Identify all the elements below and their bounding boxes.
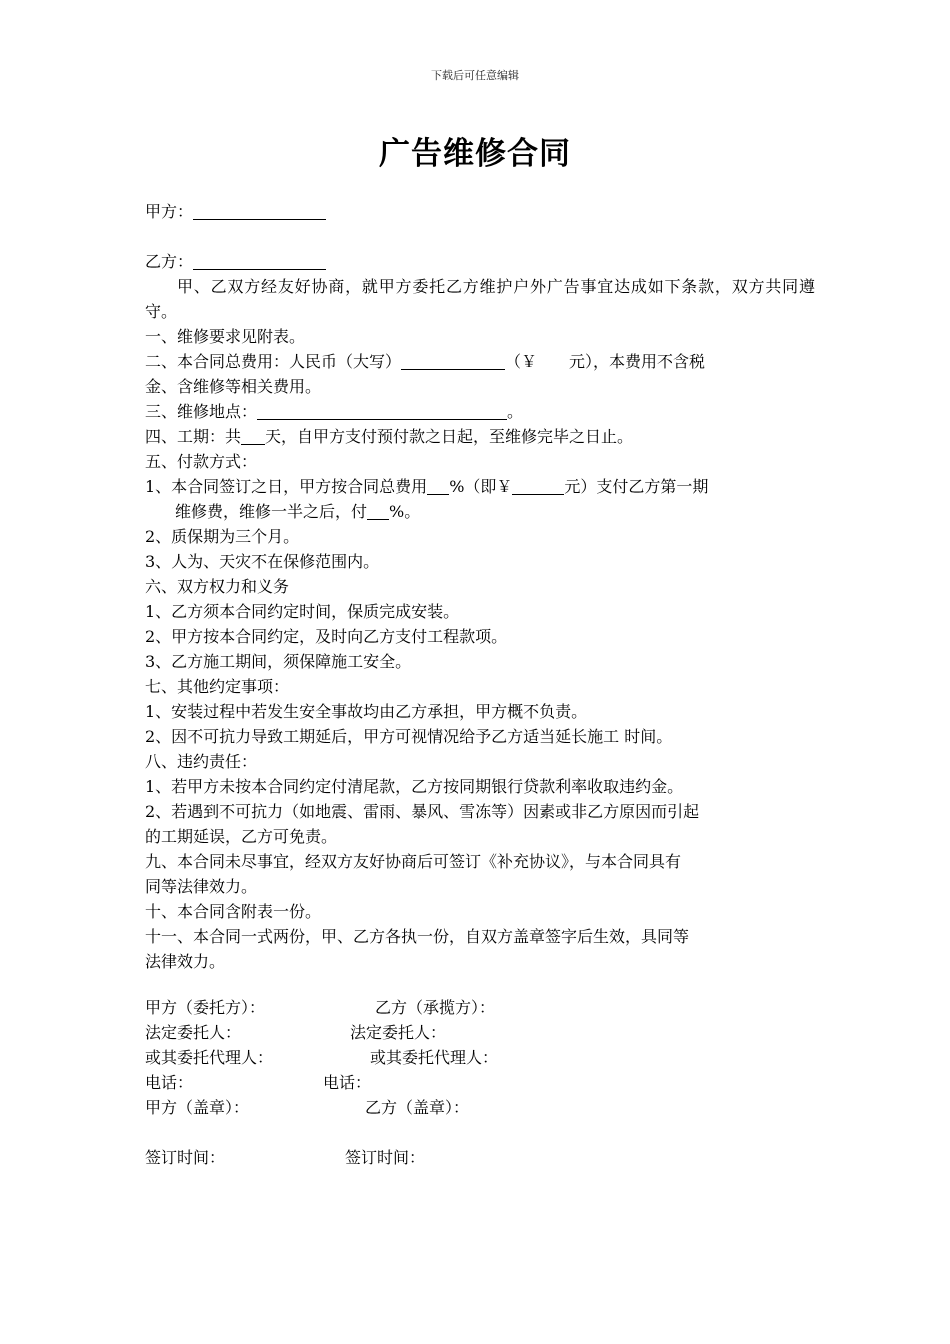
clause-5-3: 3、人为、天灾不在保修范围内。 bbox=[145, 552, 380, 571]
clause-7-2: 2、因不可抗力导致工期延后，甲方可视情况给予乙方适当延长施工 时间。 bbox=[145, 727, 673, 746]
sign-a-date: 签订时间： bbox=[145, 1148, 226, 1167]
clause-7: 七、其他约定事项： bbox=[145, 677, 290, 696]
clause-6: 六、双方权力和义务 bbox=[145, 577, 290, 596]
clause-11: 十一、本合同一式两份，甲、乙方各执一份，自双方盖章签字后生效，具同等 bbox=[145, 927, 690, 946]
sign-a-client: 甲方（委托方）： bbox=[145, 998, 266, 1017]
sign-b-seal: 乙方（盖章）： bbox=[365, 1098, 470, 1117]
clause-9: 九、本合同未尽事宜，经双方友好协商后可签订《补充协议》，与本合同具有 bbox=[145, 852, 682, 871]
intro-paragraph: 甲、乙双方经友好协商，就甲方委托乙方维护户外广告事宜达成如下条款，双方共同遵守。 bbox=[145, 277, 815, 321]
clause-10: 十、本合同含附表一份。 bbox=[145, 902, 322, 921]
clause-8-2-cont: 的工期延误，乙方可免责。 bbox=[145, 827, 338, 846]
party-a-label: 甲方： bbox=[145, 202, 194, 221]
sign-a-legal: 法定委托人： bbox=[145, 1023, 242, 1042]
clause-6-1: 1、乙方须本合同约定时间，保质完成安装。 bbox=[145, 602, 460, 621]
amount-blank bbox=[401, 351, 505, 370]
clause-5-1-cont: 维修费，维修一半之后，付 %。 bbox=[175, 502, 421, 521]
sign-a-agent: 或其委托代理人： bbox=[145, 1048, 274, 1067]
clause-5: 五、付款方式： bbox=[145, 452, 258, 471]
clause-5-1: 1、本合同签订之日，甲方按合同总费用 %（即￥ 元）支付乙方第一期 bbox=[145, 477, 709, 496]
signature-block bbox=[145, 995, 815, 1175]
clause-6-3: 3、乙方施工期间，须保障施工安全。 bbox=[145, 652, 412, 671]
clause-7-1: 1、安装过程中若发生安全事故均由乙方承担，甲方概不负责。 bbox=[145, 702, 588, 721]
clause-6-2: 2、甲方按本合同约定，及时向乙方支付工程款项。 bbox=[145, 627, 508, 646]
party-b-blank bbox=[193, 251, 326, 270]
party-a-line bbox=[145, 199, 815, 224]
clause-5-2: 2、质保期为三个月。 bbox=[145, 527, 300, 546]
sign-b-agent: 或其委托代理人： bbox=[370, 1048, 499, 1067]
sign-a-seal: 甲方（盖章）： bbox=[145, 1098, 250, 1117]
percent-blank-2 bbox=[367, 501, 389, 520]
sign-b-phone: 电话： bbox=[323, 1073, 372, 1092]
party-b-line bbox=[145, 249, 815, 274]
sign-b-date: 签订时间： bbox=[345, 1148, 426, 1167]
clause-1: 一、维修要求见附表。 bbox=[145, 327, 306, 346]
document-title: 广告维修合同 bbox=[379, 136, 571, 172]
clause-9-cont: 同等法律效力。 bbox=[145, 877, 258, 896]
header-note: 下载后可任意编辑 bbox=[431, 69, 519, 82]
sign-b-legal: 法定委托人： bbox=[350, 1023, 447, 1042]
clause-4: 四、工期：共 天，自甲方支付预付款之日起，至维修完毕之日止。 bbox=[145, 427, 634, 446]
location-blank bbox=[257, 401, 507, 420]
party-a-blank bbox=[193, 201, 326, 220]
amount-blank-2 bbox=[512, 476, 564, 495]
percent-blank-1 bbox=[427, 476, 449, 495]
days-blank bbox=[241, 426, 265, 445]
clause-8-2: 2、若遇到不可抗力（如地震、雷雨、暴风、雪冻等）因素或非乙方原因而引起 bbox=[145, 802, 700, 821]
clause-3: 三、维修地点： 。 bbox=[145, 402, 524, 421]
clause-2: 二、本合同总费用：人民币（大写） （￥ 元），本费用不含税 bbox=[145, 352, 706, 371]
contract-body bbox=[145, 274, 815, 974]
party-b-label: 乙方： bbox=[145, 252, 194, 271]
clause-8: 八、违约责任： bbox=[145, 752, 258, 771]
clause-8-1: 1、若甲方未按本合同约定付清尾款，乙方按同期银行贷款利率收取违约金。 bbox=[145, 777, 684, 796]
sign-b-contractor: 乙方（承揽方）： bbox=[375, 998, 496, 1017]
sign-a-phone: 电话： bbox=[145, 1073, 194, 1092]
clause-11-cont: 法律效力。 bbox=[145, 952, 226, 971]
clause-2-cont: 金、含维修等相关费用。 bbox=[145, 377, 322, 396]
